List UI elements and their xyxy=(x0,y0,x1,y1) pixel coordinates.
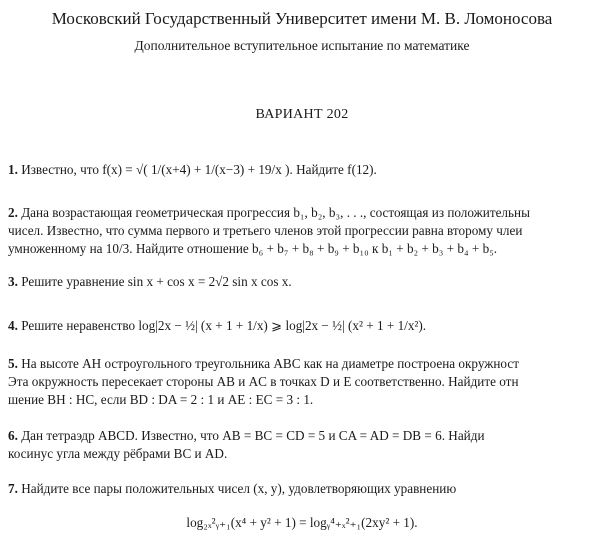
problem-2-line-1 xyxy=(8,205,530,221)
problem-6-line-1 xyxy=(8,428,485,444)
university-heading: Московский Государственный Университет имени М. В. Ломоносова xyxy=(51,9,553,28)
exam-subtitle: Дополнительное вступительное испытание по математике xyxy=(134,38,470,53)
problem-4 xyxy=(8,318,426,334)
problem-7 xyxy=(8,481,456,497)
problem-5-line-2: Эта окружность пересекает стороны AB и AC в точках D и E соответственно. Найдите отн xyxy=(8,374,519,389)
problem-number: 6. xyxy=(8,428,18,443)
problem-number: 2. xyxy=(8,205,18,220)
problem-text: Решите неравенство log|2x − ½| (x + 1 + 1/x) ⩾ log|2x − ½| (x² + 1 + 1/x²). xyxy=(21,318,427,333)
problem-text: На высоте AH остроугольного треугольника ABC как на диаметре построена окружност xyxy=(21,356,519,371)
problem-number: 1. xyxy=(8,162,18,177)
problem-text: Дана возрастающая геометрическая прогрессия b₁, b₂, b₃, . . ., состоящая из положительны xyxy=(21,205,530,220)
problem-5-line-3: шение BH : HC, если BD : DA = 2 : 1 и AE : EC = 3 : 1. xyxy=(8,392,314,407)
problem-6-line-2: косинус угла между рёбрами BC и AD. xyxy=(8,446,228,461)
problem-number: 5. xyxy=(8,356,18,371)
problem-number: 4. xyxy=(8,318,18,333)
problem-5-line-1 xyxy=(8,356,519,372)
problem-text: Решите уравнение sin x + cos x = 2√2 sin x cos x. xyxy=(21,274,292,289)
problem-1 xyxy=(8,162,377,178)
problem-2-line-2: чисел. Известно, что сумма первого и третьего членов этой прогрессии равна второму члеи xyxy=(8,223,523,238)
problem-2-line-3: умноженному на 10/3. Найдите отношение b₆ + b₇ + b₈ + b₉ + b₁₀ к b₁ + b₂ + b₃ + b₄ + b₅. xyxy=(8,241,498,256)
problem-text: Дан тетраэдр ABCD. Известно, что AB = BC = CD = 5 и CA = AD = DB = 6. Найди xyxy=(21,428,485,443)
problem-text: Известно, что f(x) = √( 1/(x+4) + 1/(x−3) + 19/x ). Найдите f(12). xyxy=(21,162,377,177)
problem-3 xyxy=(8,274,292,290)
problem-text: Найдите все пары положительных чисел (x, y), удовлетворяющих уравнению xyxy=(21,481,457,496)
problem-7-formula: log₂ₓ²ᵧ₊₁(x⁴ + y² + 1) = logᵧ⁴₊ₓ²₊₁(2xy² + 1). xyxy=(186,515,418,530)
problem-number: 7. xyxy=(8,481,18,496)
variant-title: ВАРИАНТ 202 xyxy=(255,107,349,122)
problem-number: 3. xyxy=(8,274,18,289)
